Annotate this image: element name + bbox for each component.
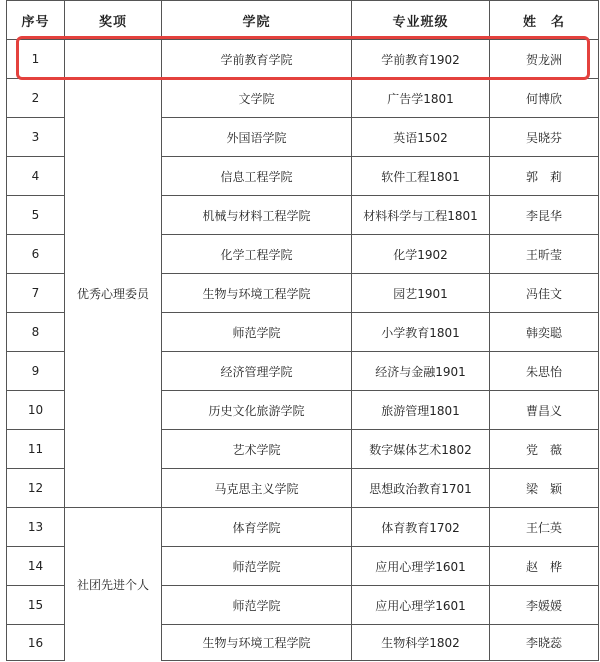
row-name: 党 薇 [490,430,599,469]
header-college: 学院 [162,1,352,40]
award-category: 社团先进个人 [65,508,162,661]
row-index: 7 [7,274,65,313]
award-list-table [6,0,599,661]
header-name: 姓 名 [490,1,599,40]
header-major-class: 专业班级 [352,1,490,40]
row-name: 贺龙洲 [490,40,599,79]
row-major-class: 英语1502 [352,118,490,157]
row-major-class: 材料科学与工程1801 [352,196,490,235]
row-index: 15 [7,586,65,625]
row-index: 12 [7,469,65,508]
row-name: 何博欣 [490,79,599,118]
row-index: 2 [7,79,65,118]
row-major-class: 学前教育1902 [352,40,490,79]
row-name: 李晓蕊 [490,625,599,661]
row-major-class: 应用心理学1601 [352,586,490,625]
row-college: 学前教育学院 [162,40,352,79]
award-category: 优秀心理委员 [65,79,162,508]
row-major-class: 软件工程1801 [352,157,490,196]
row-major-class: 广告学1801 [352,79,490,118]
row-index: 11 [7,430,65,469]
header-index: 序号 [7,1,65,40]
row-index: 10 [7,391,65,430]
row-college: 师范学院 [162,586,352,625]
row-name: 王昕莹 [490,235,599,274]
row-name: 冯佳文 [490,274,599,313]
table-body [7,40,599,661]
row-index: 9 [7,352,65,391]
row-name: 李媛媛 [490,586,599,625]
row-major-class: 应用心理学1601 [352,547,490,586]
row-major-class: 数字媒体艺术1802 [352,430,490,469]
row-name: 吴晓芬 [490,118,599,157]
row-college: 生物与环境工程学院 [162,625,352,661]
row-major-class: 生物科学1802 [352,625,490,661]
table-row [7,40,599,79]
row-college: 艺术学院 [162,430,352,469]
table-row [7,508,599,547]
row-college: 文学院 [162,79,352,118]
header-award: 奖项 [65,1,162,40]
row-college: 信息工程学院 [162,157,352,196]
row-index: 6 [7,235,65,274]
row-college: 师范学院 [162,547,352,586]
award-category [65,40,162,79]
row-major-class: 经济与金融1901 [352,352,490,391]
row-college: 经济管理学院 [162,352,352,391]
row-index: 3 [7,118,65,157]
row-index: 5 [7,196,65,235]
row-college: 机械与材料工程学院 [162,196,352,235]
row-college: 化学工程学院 [162,235,352,274]
row-index: 13 [7,508,65,547]
row-college: 历史文化旅游学院 [162,391,352,430]
table-row [7,79,599,118]
row-major-class: 思想政治教育1701 [352,469,490,508]
row-index: 1 [7,40,65,79]
row-name: 韩奕聪 [490,313,599,352]
row-name: 王仁英 [490,508,599,547]
row-name: 李昆华 [490,196,599,235]
row-major-class: 体育教育1702 [352,508,490,547]
row-college: 生物与环境工程学院 [162,274,352,313]
row-name: 梁 颖 [490,469,599,508]
row-college: 师范学院 [162,313,352,352]
row-college: 外国语学院 [162,118,352,157]
row-index: 8 [7,313,65,352]
row-major-class: 旅游管理1801 [352,391,490,430]
row-college: 马克思主义学院 [162,469,352,508]
row-index: 4 [7,157,65,196]
row-index: 16 [7,625,65,661]
row-major-class: 园艺1901 [352,274,490,313]
row-major-class: 化学1902 [352,235,490,274]
row-college: 体育学院 [162,508,352,547]
row-name: 朱思怡 [490,352,599,391]
row-name: 曹昌义 [490,391,599,430]
row-index: 14 [7,547,65,586]
row-name: 赵 桦 [490,547,599,586]
row-name: 郭 莉 [490,157,599,196]
row-major-class: 小学教育1801 [352,313,490,352]
header-row [7,1,599,40]
